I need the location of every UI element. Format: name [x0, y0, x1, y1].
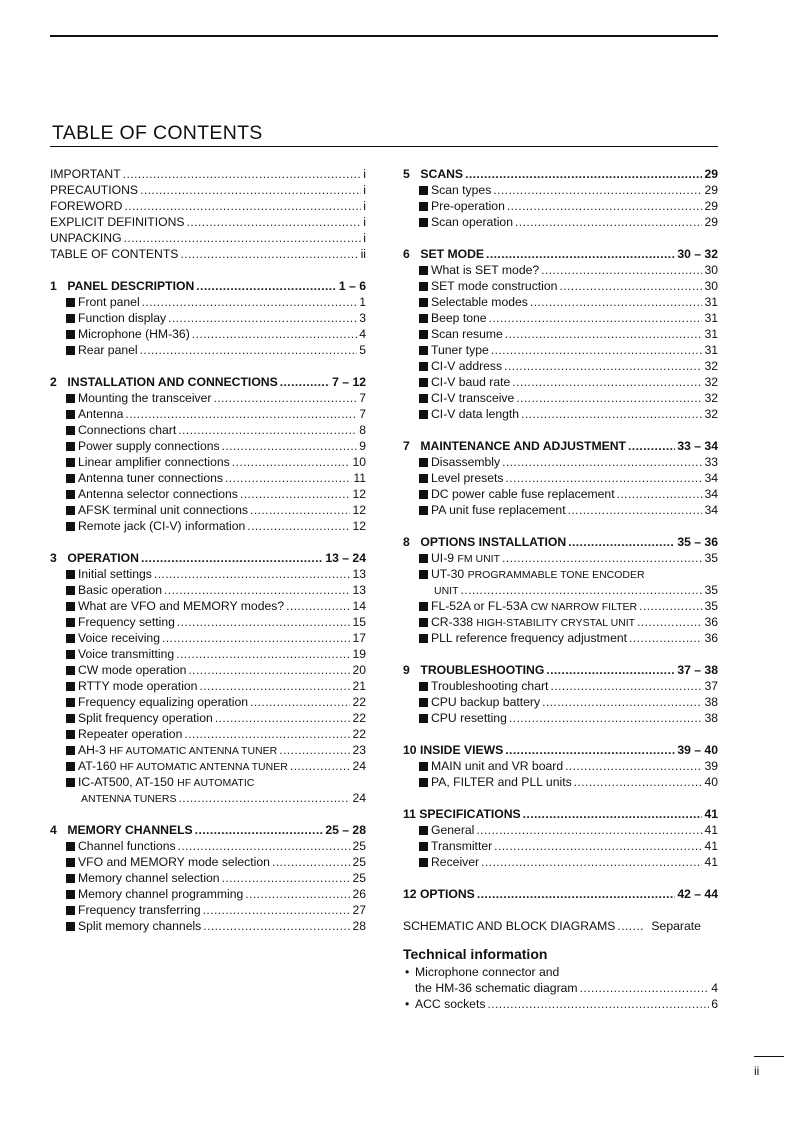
square-bullet-icon: [419, 618, 428, 627]
square-bullet-icon: [66, 506, 75, 515]
toc-item[interactable]: PA, FILTER and PLL units ..... 40: [403, 774, 718, 790]
toc-item[interactable]: Scan resume ..... 31: [403, 326, 718, 342]
square-bullet-icon: [419, 682, 428, 691]
square-bullet-icon: [419, 842, 428, 851]
square-bullet-icon: [66, 714, 75, 723]
square-bullet-icon: [419, 298, 428, 307]
square-bullet-icon: [419, 506, 428, 515]
toc-item[interactable]: AT-160 HF AUTOMATIC ANTENNA TUNER ..... 24: [50, 758, 366, 774]
section-heading[interactable]: 10 INSIDE VIEWS ..... 39 – 40: [403, 742, 718, 758]
technical-info-heading: Technical information: [403, 946, 548, 962]
section-heading[interactable]: 12 OPTIONS ..... 42 – 44: [403, 886, 718, 902]
toc-item[interactable]: Memory channel selection ..... 25: [50, 870, 366, 886]
toc-item[interactable]: PA unit fuse replacement ..... 34: [403, 502, 718, 518]
square-bullet-icon: [419, 314, 428, 323]
section-heading[interactable]: 3 OPERATION ..... 13 – 24: [50, 550, 366, 566]
title-rule: [50, 146, 718, 147]
square-bullet-icon: [66, 426, 75, 435]
toc-item[interactable]: Mounting the transceiver ..... 7: [50, 390, 366, 406]
toc-entry[interactable]: IMPORTANT ..... i: [50, 166, 366, 182]
square-bullet-icon: [66, 890, 75, 899]
toc-item[interactable]: RTTY mode operation ..... 21: [50, 678, 366, 694]
square-bullet-icon: [66, 458, 75, 467]
tech-item[interactable]: • Microphone connector and: [405, 965, 560, 979]
toc-item[interactable]: Antenna tuner connections ..... 11: [50, 470, 366, 486]
square-bullet-icon: [66, 570, 75, 579]
square-bullet-icon: [419, 282, 428, 291]
toc-right-column: [403, 166, 718, 1012]
toc-item[interactable]: Frequency setting ..... 15: [50, 614, 366, 630]
square-bullet-icon: [419, 458, 428, 467]
toc-item[interactable]: CI-V data length ..... 32: [403, 406, 718, 422]
toc-item[interactable]: UT-30 PROGRAMMABLE TONE ENCODER: [403, 566, 718, 582]
toc-item[interactable]: CI-V address ..... 32: [403, 358, 718, 374]
square-bullet-icon: [419, 826, 428, 835]
square-bullet-icon: [419, 490, 428, 499]
section-heading[interactable]: 5 SCANS ..... 29: [403, 166, 718, 182]
toc-item[interactable]: Voice transmitting ..... 19: [50, 646, 366, 662]
square-bullet-icon: [66, 602, 75, 611]
square-bullet-icon: [419, 330, 428, 339]
square-bullet-icon: [66, 410, 75, 419]
page-number-rule: [754, 1056, 784, 1057]
toc-item[interactable]: Frequency transferring ..... 27: [50, 902, 366, 918]
toc-item[interactable]: UI-9 FM UNIT ..... 35: [403, 550, 718, 566]
section-heading[interactable]: 8 OPTIONS INSTALLATION ..... 35 – 36: [403, 534, 718, 550]
square-bullet-icon: [66, 314, 75, 323]
square-bullet-icon: [66, 330, 75, 339]
square-bullet-icon: [419, 554, 428, 563]
square-bullet-icon: [419, 362, 428, 371]
square-bullet-icon: [419, 378, 428, 387]
toc-item[interactable]: Pre-operation ..... 29: [403, 198, 718, 214]
section-heading[interactable]: 7 MAINTENANCE AND ADJUSTMENT ..... 33 – 34: [403, 438, 718, 454]
toc-item[interactable]: Frequency equalizing operation ..... 22: [50, 694, 366, 710]
toc-item[interactable]: Split memory channels ..... 28: [50, 918, 366, 934]
page-title: TABLE OF CONTENTS: [52, 122, 263, 144]
square-bullet-icon: [66, 906, 75, 915]
toc-item[interactable]: DC power cable fuse replacement ..... 34: [403, 486, 718, 502]
toc-entry[interactable]: EXPLICIT DEFINITIONS ..... i: [50, 214, 366, 230]
square-bullet-icon: [419, 410, 428, 419]
square-bullet-icon: [66, 730, 75, 739]
toc-item[interactable]: General ..... 41: [403, 822, 718, 838]
toc-item[interactable]: Level presets ..... 34: [403, 470, 718, 486]
section-heading[interactable]: 9 TROUBLESHOOTING ..... 37 – 38: [403, 662, 718, 678]
toc-item[interactable]: Front panel ..... 1: [50, 294, 366, 310]
toc-entry[interactable]: PRECAUTIONS ..... i: [50, 182, 366, 198]
square-bullet-icon: [66, 634, 75, 643]
section-heading[interactable]: 4 MEMORY CHANNELS ..... 25 – 28: [50, 822, 366, 838]
toc-item[interactable]: Initial settings ..... 13: [50, 566, 366, 582]
square-bullet-icon: [66, 874, 75, 883]
toc-item[interactable]: What are VFO and MEMORY modes? ..... 14: [50, 598, 366, 614]
toc-item[interactable]: PLL reference frequency adjustment ..... 36: [403, 630, 718, 646]
square-bullet-icon: [66, 666, 75, 675]
square-bullet-icon: [419, 762, 428, 771]
toc-entry[interactable]: FOREWORD ..... i: [50, 198, 366, 214]
toc-item[interactable]: Voice receiving ..... 17: [50, 630, 366, 646]
square-bullet-icon: [66, 490, 75, 499]
square-bullet-icon: [66, 842, 75, 851]
square-bullet-icon: [66, 346, 75, 355]
toc-item[interactable]: What is SET mode? ..... 30: [403, 262, 718, 278]
toc-item[interactable]: Memory channel programming ..... 26: [50, 886, 366, 902]
toc-item-continued[interactable]: UNIT ..... 35: [403, 582, 718, 598]
toc-item[interactable]: FL-52A or FL-53A CW NARROW FILTER ..... 35: [403, 598, 718, 614]
page-number: ii: [754, 1064, 760, 1078]
tech-item-continued[interactable]: the HM-36 schematic diagram ..... 4: [403, 980, 718, 996]
square-bullet-icon: [419, 346, 428, 355]
toc-item[interactable]: AFSK terminal unit connections ..... 12: [50, 502, 366, 518]
tech-item[interactable]: • ACC sockets ..... 6: [403, 996, 718, 1012]
square-bullet-icon: [66, 474, 75, 483]
square-bullet-icon: [419, 202, 428, 211]
top-rule: [50, 35, 718, 37]
square-bullet-icon: [419, 698, 428, 707]
square-bullet-icon: [419, 634, 428, 643]
square-bullet-icon: [419, 218, 428, 227]
toc-item[interactable]: Troubleshooting chart ..... 37: [403, 678, 718, 694]
square-bullet-icon: [419, 778, 428, 787]
toc-item[interactable]: Remote jack (CI-V) information ..... 12: [50, 518, 366, 534]
square-bullet-icon: [419, 186, 428, 195]
toc-item[interactable]: Scan operation ..... 29: [403, 214, 718, 230]
toc-item[interactable]: CPU backup battery ..... 38: [403, 694, 718, 710]
toc-item[interactable]: Disassembly ..... 33: [403, 454, 718, 470]
section-heading[interactable]: 1 PANEL DESCRIPTION ..... 1 – 6: [50, 278, 366, 294]
square-bullet-icon: [66, 922, 75, 931]
square-bullet-icon: [419, 570, 428, 579]
toc-item[interactable]: CI-V baud rate ..... 32: [403, 374, 718, 390]
toc-item[interactable]: Tuner type ..... 31: [403, 342, 718, 358]
toc-item[interactable]: CI-V transceive ..... 32: [403, 390, 718, 406]
toc-item[interactable]: Transmitter ..... 41: [403, 838, 718, 854]
toc-item[interactable]: Rear panel ..... 5: [50, 342, 366, 358]
square-bullet-icon: [66, 746, 75, 755]
section-heading[interactable]: 11 SPECIFICATIONS ..... 41: [403, 806, 718, 822]
square-bullet-icon: [66, 762, 75, 771]
square-bullet-icon: [419, 266, 428, 275]
toc-item[interactable]: CR-338 HIGH-STABILITY CRYSTAL UNIT ..... 36: [403, 614, 718, 630]
toc-entry[interactable]: UNPACKING ..... i: [50, 230, 366, 246]
toc-item[interactable]: Power supply connections ..... 9: [50, 438, 366, 454]
toc-item[interactable]: Channel functions ..... 25: [50, 838, 366, 854]
toc-item[interactable]: Scan types ..... 29: [403, 182, 718, 198]
square-bullet-icon: [66, 650, 75, 659]
schematic-entry[interactable]: SCHEMATIC AND BLOCK DIAGRAMS ..... Separate: [403, 918, 718, 934]
square-bullet-icon: [66, 618, 75, 627]
toc-item[interactable]: Function display ..... 3: [50, 310, 366, 326]
square-bullet-icon: [419, 474, 428, 483]
toc-item[interactable]: CW mode operation ..... 20: [50, 662, 366, 678]
toc-item[interactable]: Selectable modes ..... 31: [403, 294, 718, 310]
square-bullet-icon: [66, 442, 75, 451]
square-bullet-icon: [419, 714, 428, 723]
section-heading[interactable]: 2 INSTALLATION AND CONNECTIONS ..... 7 – 12: [50, 374, 366, 390]
toc-item-continued[interactable]: ANTENNA TUNERS ..... 24: [50, 790, 366, 806]
square-bullet-icon: [419, 858, 428, 867]
toc-item[interactable]: Split frequency operation ..... 22: [50, 710, 366, 726]
toc-item[interactable]: Basic operation ..... 13: [50, 582, 366, 598]
square-bullet-icon: [419, 602, 428, 611]
square-bullet-icon: [419, 394, 428, 403]
square-bullet-icon: [66, 682, 75, 691]
toc-item[interactable]: CPU resetting ..... 38: [403, 710, 718, 726]
square-bullet-icon: [66, 298, 75, 307]
square-bullet-icon: [66, 778, 75, 787]
toc-item[interactable]: Linear amplifier connections ..... 10: [50, 454, 366, 470]
toc-left-column: [50, 166, 366, 934]
square-bullet-icon: [66, 698, 75, 707]
toc-item[interactable]: Antenna ..... 7: [50, 406, 366, 422]
toc-item[interactable]: VFO and MEMORY mode selection ..... 25: [50, 854, 366, 870]
toc-item[interactable]: Antenna selector connections ..... 12: [50, 486, 366, 502]
toc-entry[interactable]: TABLE OF CONTENTS ..... ii: [50, 246, 366, 262]
square-bullet-icon: [66, 522, 75, 531]
square-bullet-icon: [66, 394, 75, 403]
section-heading[interactable]: 6 SET MODE ..... 30 – 32: [403, 246, 718, 262]
toc-item[interactable]: IC-AT500, AT-150 HF AUTOMATIC: [50, 774, 366, 790]
square-bullet-icon: [66, 858, 75, 867]
square-bullet-icon: [66, 586, 75, 595]
toc-item[interactable]: AH-3 HF AUTOMATIC ANTENNA TUNER ..... 23: [50, 742, 366, 758]
toc-item[interactable]: MAIN unit and VR board ..... 39: [403, 758, 718, 774]
toc-item[interactable]: Connections chart ..... 8: [50, 422, 366, 438]
toc-item[interactable]: Repeater operation ..... 22: [50, 726, 366, 742]
toc-item[interactable]: Beep tone ..... 31: [403, 310, 718, 326]
toc-item[interactable]: Microphone (HM-36) ..... 4: [50, 326, 366, 342]
toc-item[interactable]: SET mode construction ..... 30: [403, 278, 718, 294]
toc-item[interactable]: Receiver ..... 41: [403, 854, 718, 870]
